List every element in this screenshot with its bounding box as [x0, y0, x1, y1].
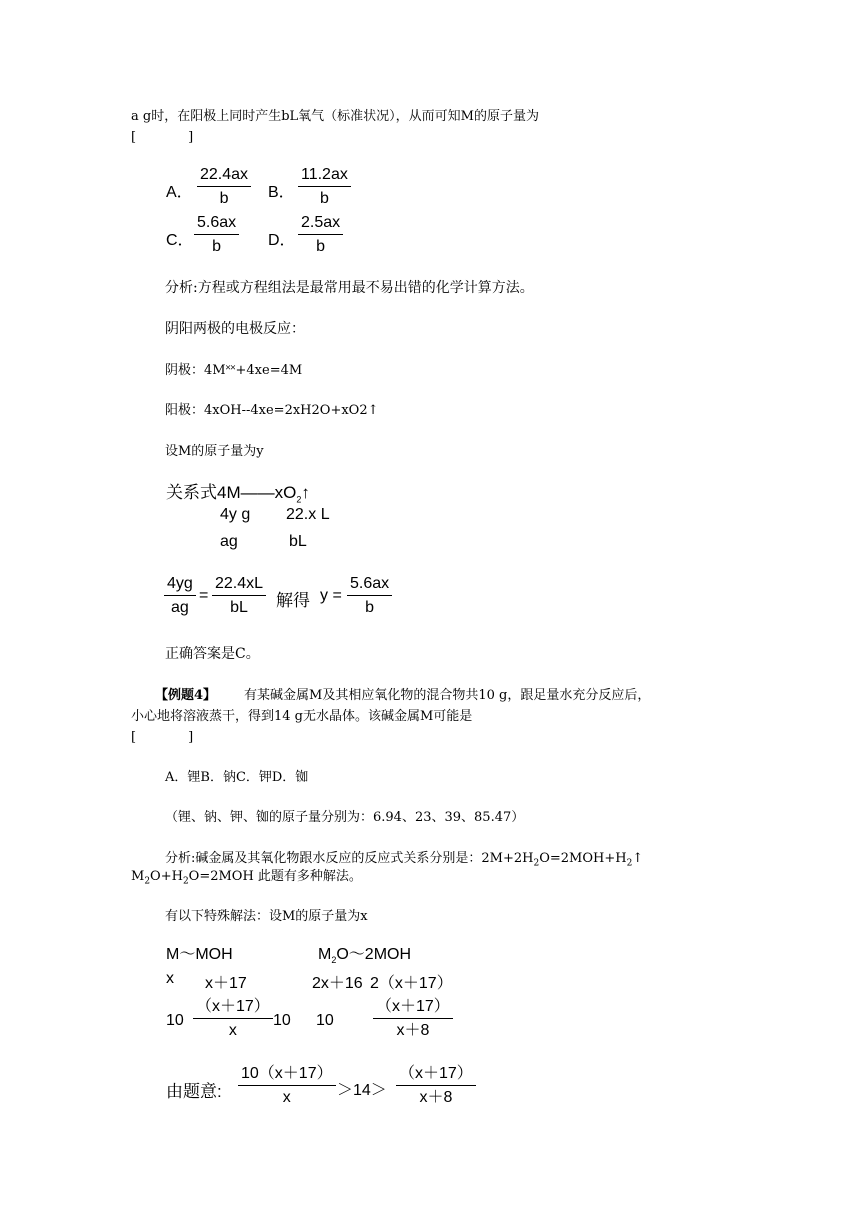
anode-reaction: 阳极：4xOH--4xe=2xH2O+xO2↑	[165, 403, 379, 418]
variable-definition: 设M的原子量为y	[165, 444, 264, 459]
relation-cell: 10	[166, 1012, 184, 1029]
up-arrow-icon: ↑	[301, 483, 310, 502]
analysis-text: O+H	[150, 869, 183, 884]
subscript: 2	[626, 858, 633, 869]
inequality-sign: ＞14＞	[337, 1082, 387, 1099]
fraction-denominator: x	[228, 1022, 237, 1039]
fraction-denominator: b	[365, 599, 375, 616]
analysis-text: O=2MOH 此题有多种解法。	[188, 869, 362, 884]
relation-cell: 10	[316, 1012, 334, 1029]
relation-fraction	[193, 998, 273, 1040]
relation-cell: 22.x L	[286, 506, 330, 523]
fraction-denominator: b	[212, 238, 222, 255]
relation-cell: x＋17	[205, 975, 247, 992]
option-b-fraction	[298, 166, 351, 208]
fraction-denominator: bL	[230, 599, 248, 616]
analysis-text: M	[131, 869, 145, 884]
relation-cell: 2（x＋17）	[370, 975, 453, 992]
fraction-numerator: 11.2ax	[298, 166, 351, 187]
atomic-masses: （锂、钠、钾、铷的原子量分别为：6.94、23、39、85.47）	[165, 810, 525, 825]
answer-bracket: [ ]	[131, 730, 194, 745]
example-text: 小心地将溶液蒸干，得到14 g无水晶体。该碱金属M可能是	[131, 709, 473, 724]
fraction-numerator: 5.6ax	[347, 575, 392, 596]
solve-label: 解得	[276, 591, 310, 610]
condition-label: 由题意:	[166, 1082, 222, 1101]
subscript: 2	[296, 494, 302, 505]
relation-cell: x	[166, 970, 174, 987]
relation-text: M	[318, 946, 332, 963]
analysis-paragraph: 分析:方程或方程组法是最常用最不易出错的化学计算方法。	[165, 280, 534, 296]
relation-head-left: M～MOH	[166, 946, 233, 963]
analysis-text: O=2MOH+H	[539, 851, 627, 866]
fraction-denominator: x＋8	[419, 1089, 453, 1106]
analysis-text: 分析:碱金属及其氧化物跟水反应的反应式关系分别是：2M+2H	[165, 851, 534, 866]
fraction-numerator: （x＋17）	[193, 998, 273, 1019]
fraction-denominator: b	[316, 238, 326, 255]
subscript: 2	[533, 858, 540, 869]
relation-text: O～2MOH	[336, 946, 412, 963]
y-equals: y =	[320, 587, 342, 604]
subscript: 2	[331, 955, 337, 966]
equation-fraction	[212, 575, 266, 617]
fraction-denominator: b	[319, 190, 329, 207]
relation-cell: bL	[289, 533, 307, 550]
correct-answer: 正确答案是C。	[165, 646, 260, 662]
relation-label: 关系式4M——xO	[166, 483, 297, 502]
fraction-denominator: x	[282, 1089, 291, 1106]
fraction-numerator: 4yg	[164, 575, 196, 596]
relation-cell: ag	[220, 533, 238, 550]
subscript: 2	[182, 876, 189, 887]
fraction-numerator: 5.6ax	[194, 214, 239, 235]
option-a-label: A．	[166, 184, 193, 201]
cathode-reaction: 阴极：4M˟˟+4xe=4M	[165, 363, 303, 378]
relation-cell: 4y g	[220, 506, 251, 523]
fraction-denominator: ag	[171, 599, 189, 616]
equation-fraction	[164, 575, 196, 617]
equals-sign: =	[199, 587, 209, 604]
relation-cell: 10	[273, 1012, 291, 1029]
up-arrow-icon: ↑	[632, 851, 644, 866]
relation-cell: 2x＋16	[312, 975, 363, 992]
example-text: 有某碱金属M及其相应氧化物的混合物共10 g，跟足量水充分反应后，	[244, 688, 651, 703]
fraction-numerator: 10（x＋17）	[238, 1065, 336, 1086]
option-a-fraction	[197, 166, 251, 208]
relation-formula	[166, 478, 310, 504]
fraction-numerator: 22.4xL	[212, 575, 266, 596]
example-options: A．锂B．钠C．钾D．铷	[165, 770, 309, 785]
condition-fraction	[396, 1065, 476, 1107]
option-b-label: B．	[268, 184, 295, 201]
example-tag: 【例题4】	[155, 688, 217, 703]
fraction-numerator: （x＋17）	[373, 998, 453, 1019]
analysis-line	[131, 865, 362, 887]
example-heading	[155, 684, 650, 703]
intro-line: a g时，在阳极上同时产生bL氧气（标准状况），从而可知M的原子量为	[131, 109, 539, 124]
option-d-fraction	[298, 214, 343, 256]
analysis-paragraph: 阴阳两极的电极反应：	[165, 321, 305, 337]
condition-fraction	[238, 1065, 336, 1107]
option-c-label: C．	[166, 232, 194, 249]
relation-fraction	[373, 998, 453, 1040]
fraction-numerator: （x＋17）	[396, 1065, 476, 1086]
equation-fraction	[347, 575, 392, 617]
fraction-denominator: x＋8	[396, 1022, 430, 1039]
option-c-fraction	[194, 214, 239, 256]
fraction-numerator: 22.4ax	[197, 166, 251, 187]
fraction-numerator: 2.5ax	[298, 214, 343, 235]
answer-bracket: [ ]	[131, 130, 194, 145]
relation-head-right	[318, 941, 411, 965]
option-d-label: D．	[268, 232, 296, 249]
method-line: 有以下特殊解法：设M的原子量为x	[165, 909, 368, 924]
subscript: 2	[144, 876, 151, 887]
fraction-denominator: b	[219, 190, 229, 207]
